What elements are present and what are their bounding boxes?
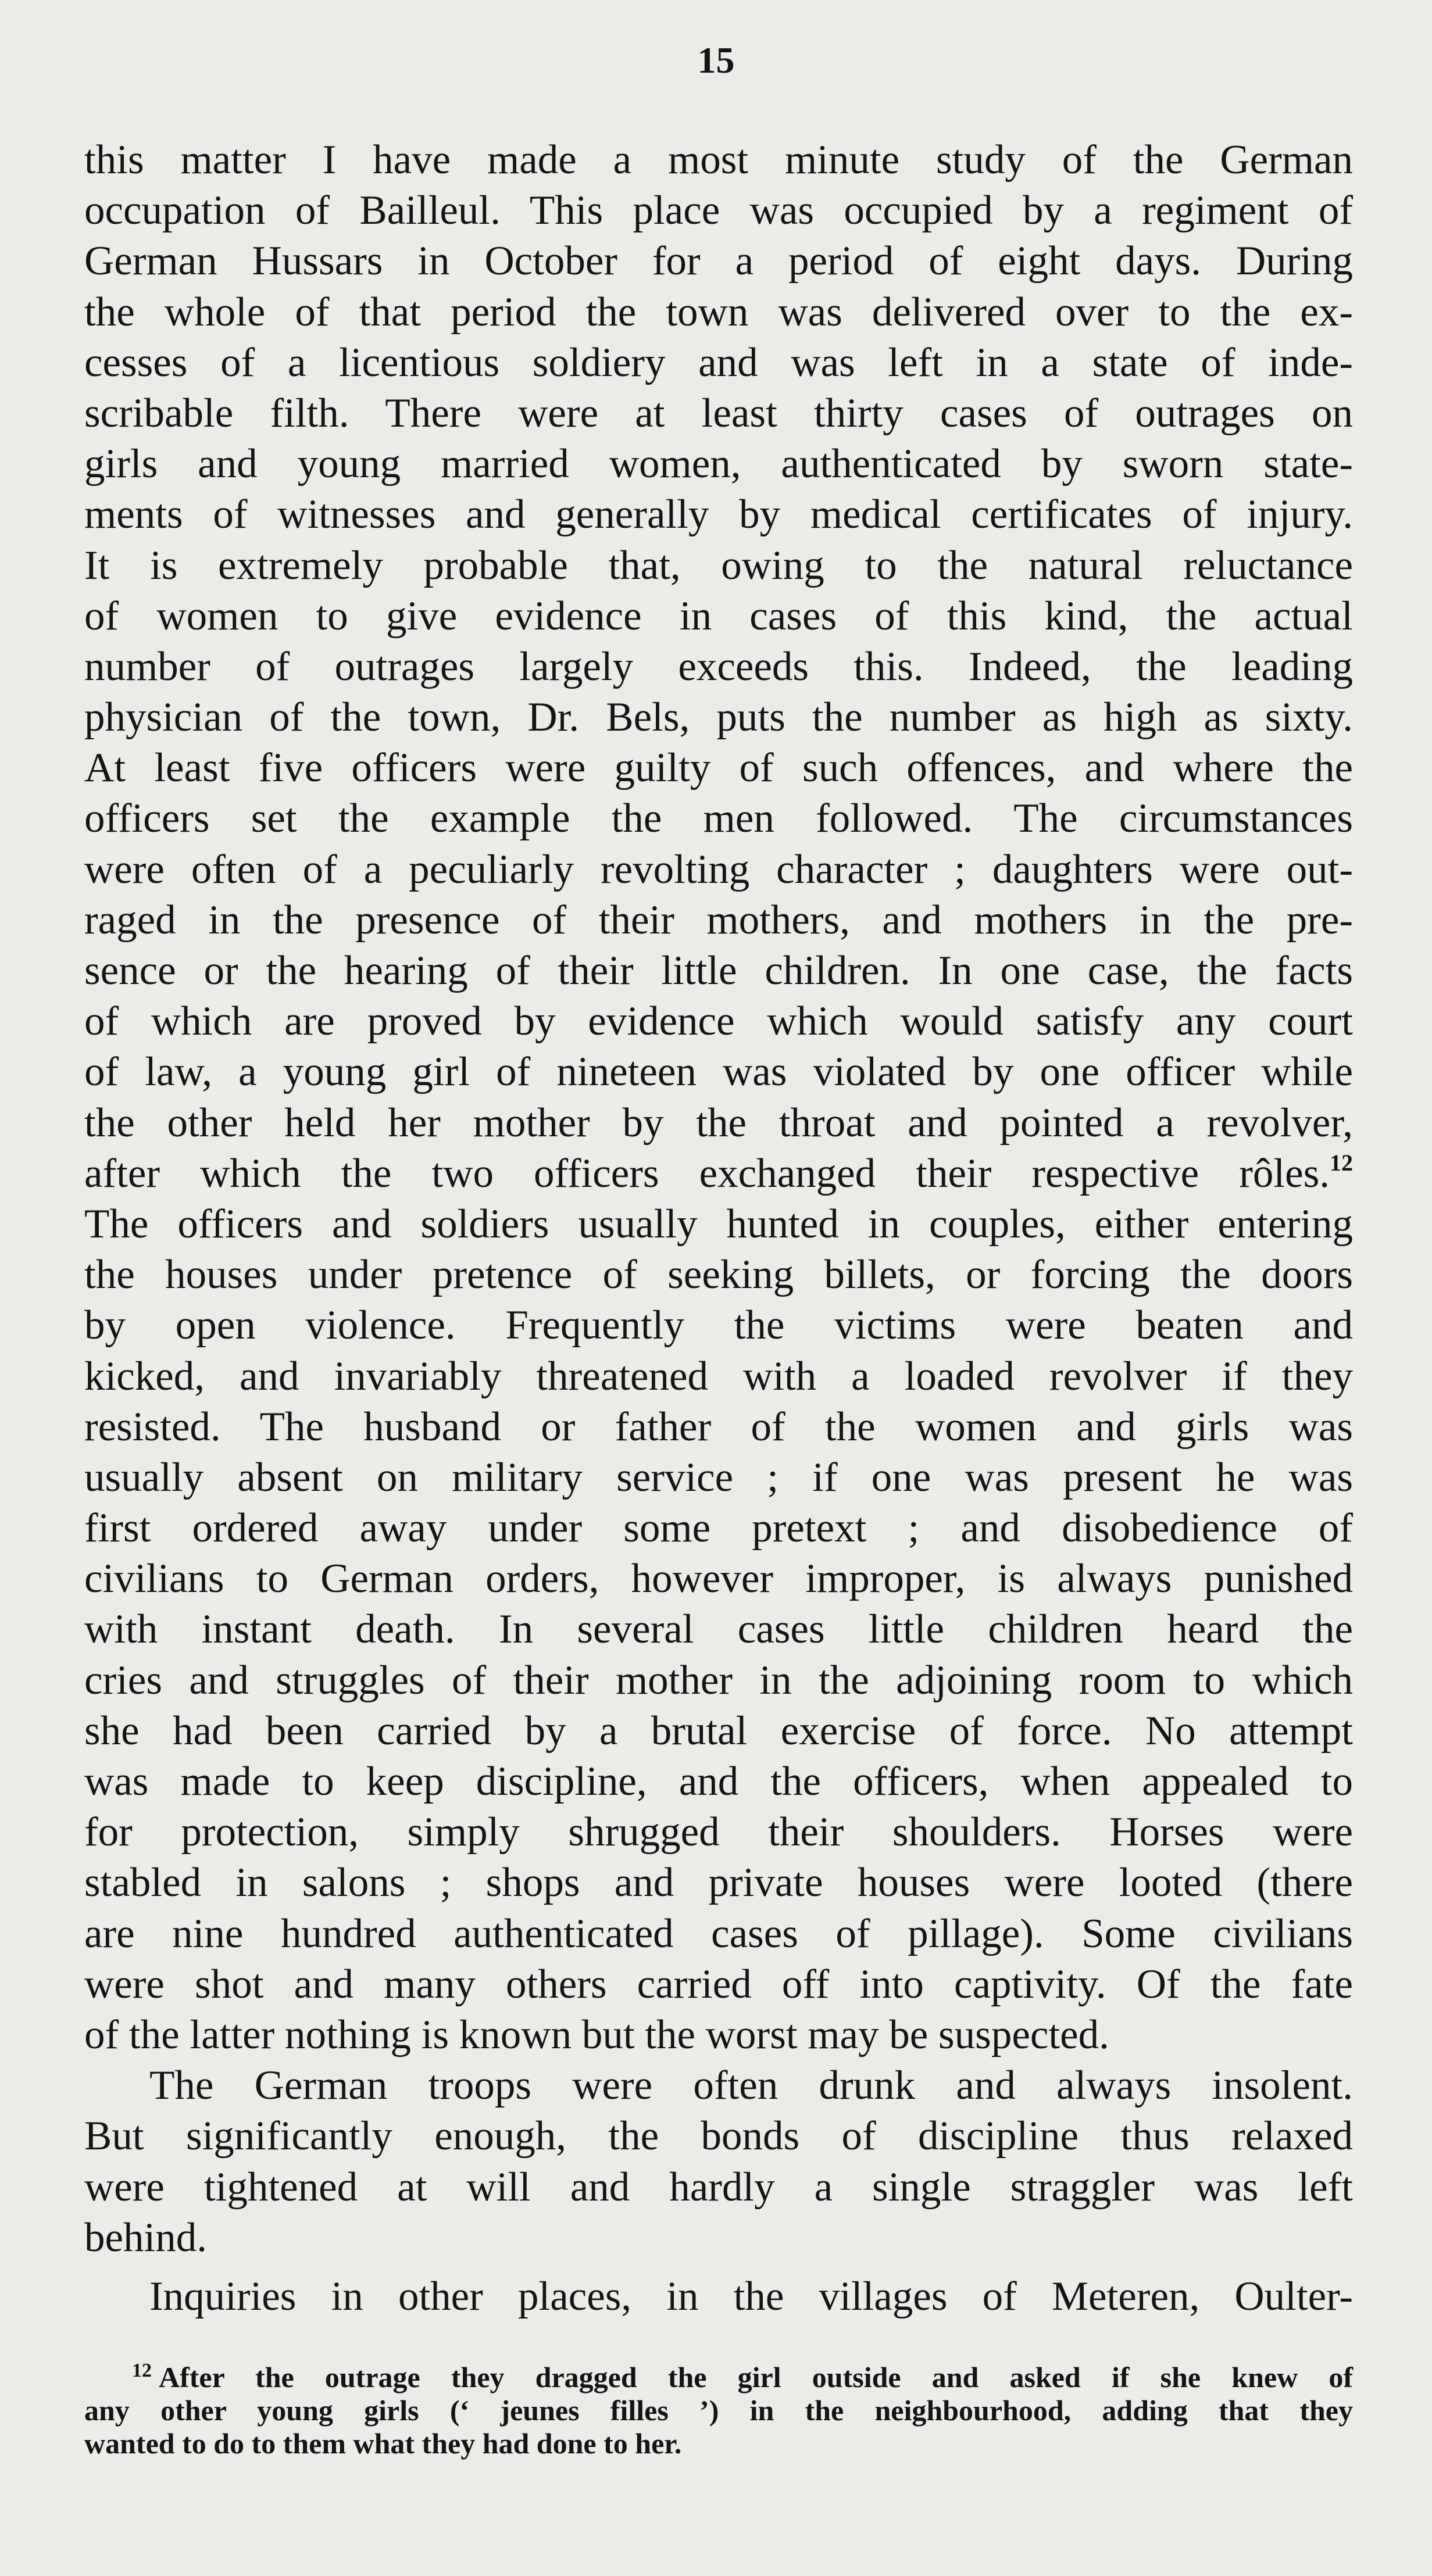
body-text xyxy=(84,135,1353,2322)
text-line: are nine hundred authenticated cases of pillage). Some civilians xyxy=(84,1910,1353,1956)
text-line: It is extremely probable that, owing to the natural reluctance xyxy=(84,542,1353,588)
footnote xyxy=(84,2361,1353,2460)
paragraph-2-line: were tightened at will and hardly a single straggler was left xyxy=(84,2164,1353,2210)
footnote-reference[interactable]: 12 xyxy=(1330,1149,1353,1176)
text-line: kicked, and invariably threatened with a loaded revolver if they xyxy=(84,1353,1353,1399)
footnote-line: wanted to do to them what they had done to her. xyxy=(84,2427,682,2460)
text-line: occupation of Bailleul. This place was occupied by a regiment of xyxy=(84,188,1353,234)
text-line: scribable filth. There were at least thirty cases of outrages on xyxy=(84,390,1353,436)
text-line: of law, a young girl of nineteen was violated by one officer while xyxy=(84,1049,1353,1095)
text-line: she had been carried by a brutal exercise of force. No attempt xyxy=(84,1708,1353,1754)
text-line: of which are proved by evidence which would satisfy any court xyxy=(84,999,1353,1044)
text-line: were shot and many others carried off into captivity. Of the fate xyxy=(84,1961,1353,2007)
text-line: number of outrages largely exceeds this. Indeed, the leading xyxy=(84,643,1353,689)
text-line: stabled in salons ; shops and private houses were looted (there xyxy=(84,1860,1353,1906)
text-line: The officers and soldiers usually hunted in couples, either entering xyxy=(84,1201,1353,1247)
text-line: officers set the example the men followed. The circumstances xyxy=(84,796,1353,842)
text-line: civilians to German orders, however improper, is always punished xyxy=(84,1556,1353,1602)
text-line: At least five officers were guilty of such offences, and where the xyxy=(84,745,1353,791)
paragraph-2-line: The German troops were often drunk and always insolent. xyxy=(149,2063,1353,2109)
paragraph-3-line: Inquiries in other places, in the villages of Meteren, Oulter- xyxy=(149,2273,1353,2319)
text-line: sence or the hearing of their little children. In one case, the facts xyxy=(84,948,1353,993)
paragraph-2-line: behind. xyxy=(84,2214,207,2260)
text-line: cesses of a licentious soldiery and was left in a state of inde- xyxy=(84,339,1353,385)
text-line: the other held her mother by the throat and pointed a revolver, xyxy=(84,1100,1353,1146)
text-line: for protection, simply shrugged their shoulders. Horses were xyxy=(84,1809,1353,1855)
text-line: cries and struggles of their mother in the adjoining room to which xyxy=(84,1657,1353,1703)
text-line: this matter I have made a most minute study of the German xyxy=(84,137,1353,183)
text-line: usually absent on military service ; if one was present he was xyxy=(84,1454,1353,1500)
text-line: ments of witnesses and generally by medical certificates of injury. xyxy=(84,492,1353,538)
text-line: were often of a peculiarly revolting character ; daughters were out- xyxy=(84,846,1353,892)
text-line: was made to keep discipline, and the officers, when appealed to xyxy=(84,1759,1353,1804)
footnote-number: 12 xyxy=(132,2360,152,2381)
text-line: first ordered away under some pretext ; and disobedience of xyxy=(84,1505,1353,1551)
footnote-line xyxy=(84,2361,1353,2394)
footnote-line-text: After the outrage they dragged the girl outside and asked if she knew of xyxy=(159,2361,1353,2393)
text-line-with-footnote xyxy=(84,1149,1353,1199)
text-line: by open violence. Frequently the victims were beaten and xyxy=(84,1303,1353,1348)
paragraph-2-line: But significantly enough, the bonds of discipline thus relaxed xyxy=(84,2113,1353,2159)
text-line: German Hussars in October for a period of eight days. During xyxy=(84,238,1353,284)
text-line: with instant death. In several cases little children heard the xyxy=(84,1607,1353,1652)
paragraph-gap xyxy=(84,2263,1353,2271)
text-line: the whole of that period the town was delivered over to the ex- xyxy=(84,289,1353,335)
text-line: raged in the presence of their mothers, and mothers in the pre- xyxy=(84,897,1353,943)
text-line: physician of the town, Dr. Bels, puts the number as high as sixty. xyxy=(84,695,1353,740)
text-line: of women to give evidence in cases of this kind, the actual xyxy=(84,593,1353,639)
text-line: the houses under pretence of seeking billets, or forcing the doors xyxy=(84,1252,1353,1298)
text-line-content: after which the two officers exchanged their respective rôles. xyxy=(84,1150,1330,1196)
text-line: girls and young married women, authenticated by sworn state- xyxy=(84,441,1353,487)
text-line: of the latter nothing is known but the worst may be suspected. xyxy=(84,2012,1109,2058)
footnote-line: any other young girls (‘ jeunes filles ’) in the neighbourhood, adding that they xyxy=(84,2394,1353,2427)
page-number: 15 xyxy=(697,40,735,81)
text-line: resisted. The husband or father of the women and girls was xyxy=(84,1404,1353,1450)
